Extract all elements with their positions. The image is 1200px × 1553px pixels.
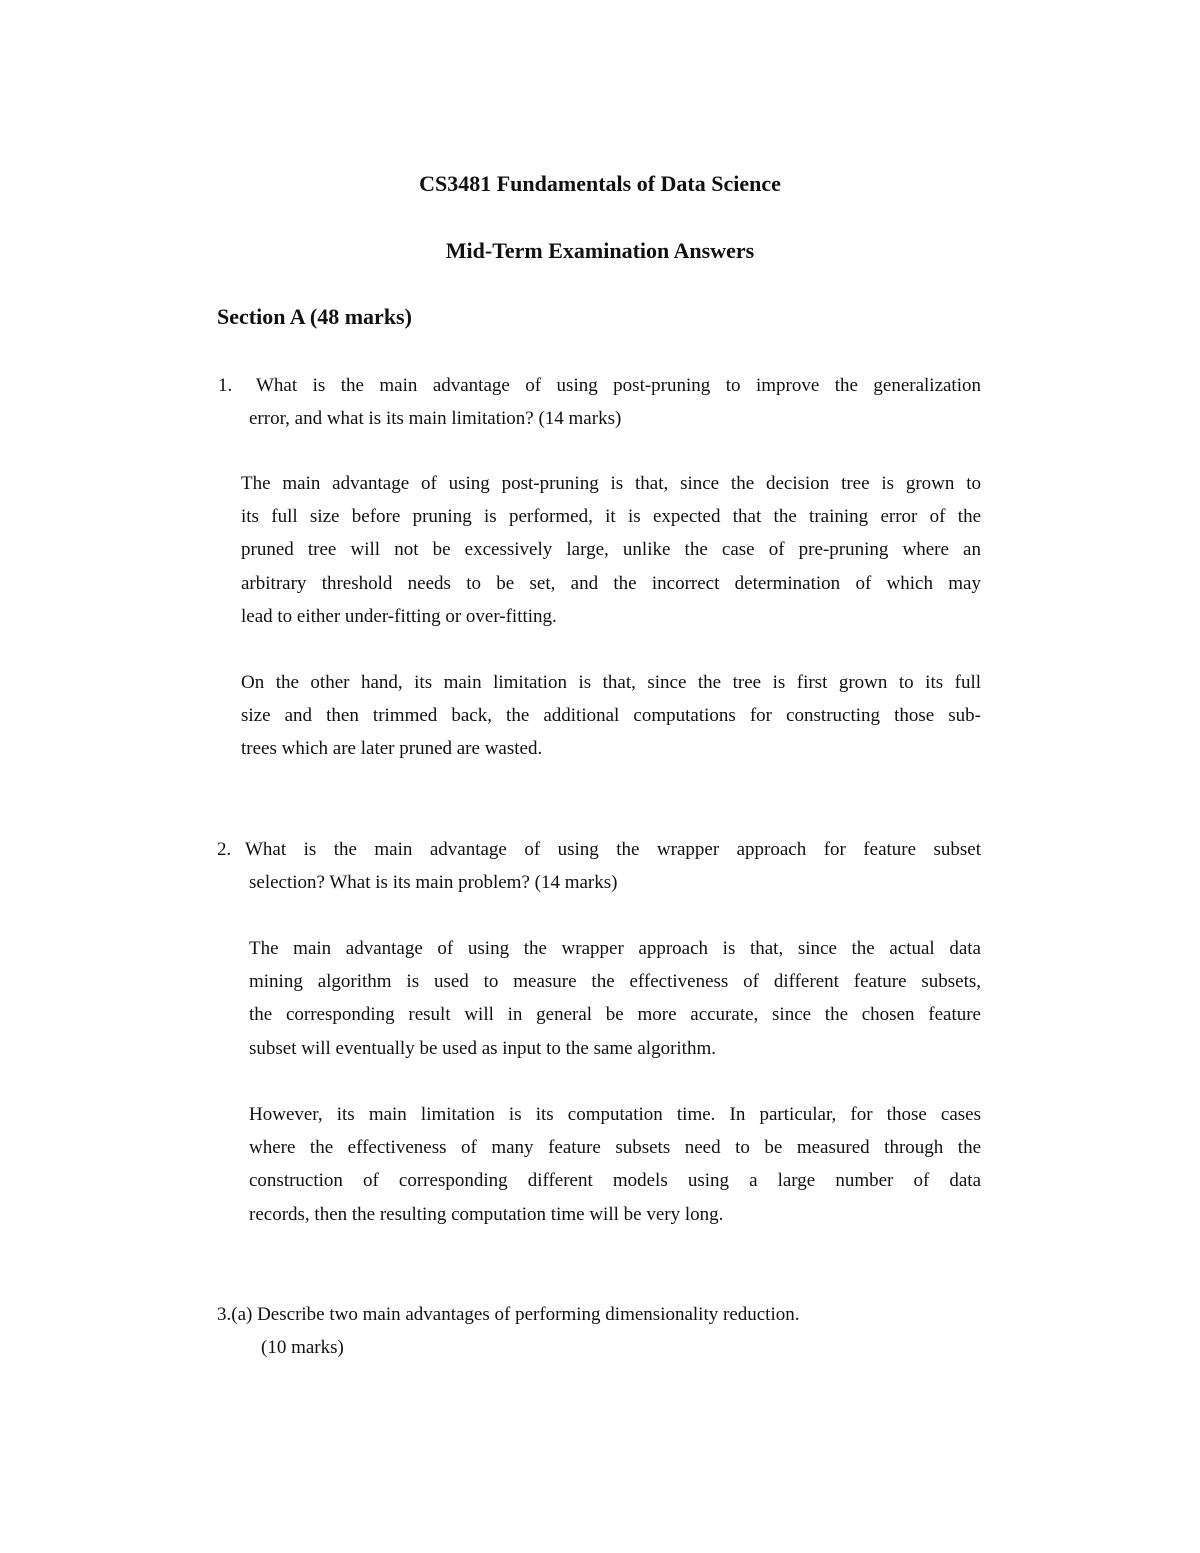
answer-line: lead to either under-fitting or over-fitting.: [241, 605, 557, 627]
question-3-line-1: 3.(a) Describe two main advantages of performing dimensionality reduction.: [217, 1304, 800, 1325]
answer-line: construction of corresponding different models using a large number of data: [249, 1170, 981, 1192]
answer-line: trees which are later pruned are wasted.: [241, 738, 543, 760]
question-2-line-2: selection? What is its main problem? (14 marks): [249, 872, 618, 893]
answer-1-paragraph-2: [241, 666, 981, 766]
document-subtitle: Mid-Term Examination Answers: [445, 238, 755, 263]
question-2-number: 2.: [217, 839, 232, 860]
answer-line: the corresponding result will in general be more accurate, since the chosen feature: [249, 1004, 981, 1026]
answer-line: The main advantage of using the wrapper approach is that, since the actual data: [249, 938, 981, 959]
question-3-marks: (10 marks): [261, 1337, 344, 1358]
question-1-line-1: What is the main advantage of using post-pruning to improve the generalization: [256, 375, 981, 396]
course-title: CS3481 Fundamentals of Data Science: [419, 171, 781, 196]
answer-2-paragraph-2: [249, 1098, 981, 1231]
answer-line: its full size before pruning is performed, it is expected that the training error of the: [241, 506, 981, 528]
question-2-line-1: What is the main advantage of using the wrapper approach for feature subset: [245, 839, 981, 860]
answer-line: records, then the resulting computation time will be very long.: [249, 1203, 724, 1225]
answer-line: mining algorithm is used to measure the effectiveness of different feature subsets,: [249, 971, 981, 993]
answer-line: The main advantage of using post-pruning is that, since the decision tree is grown to: [241, 473, 981, 494]
answer-line: subset will eventually be used as input to the same algorithm.: [249, 1037, 716, 1059]
answer-line: where the effectiveness of many feature subsets need to be measured through the: [249, 1137, 981, 1159]
section-heading: Section A (48 marks): [217, 304, 412, 329]
answer-line: arbitrary threshold needs to be set, and the incorrect determination of which may: [241, 572, 981, 594]
question-1-line-2: error, and what is its main limitation? (14 marks): [249, 408, 622, 429]
answer-line: size and then trimmed back, the additional computations for constructing those sub-: [241, 705, 981, 727]
answer-line: On the other hand, its main limitation is that, since the tree is first grown to its full: [241, 672, 981, 693]
answer-1-paragraph-1: [241, 467, 981, 633]
answer-line: pruned tree will not be excessively large, unlike the case of pre-pruning where an: [241, 539, 981, 561]
answer-line: However, its main limitation is its computation time. In particular, for those cases: [249, 1104, 981, 1125]
answer-2-paragraph-1: [249, 932, 981, 1065]
question-1-number: 1.: [218, 375, 233, 396]
